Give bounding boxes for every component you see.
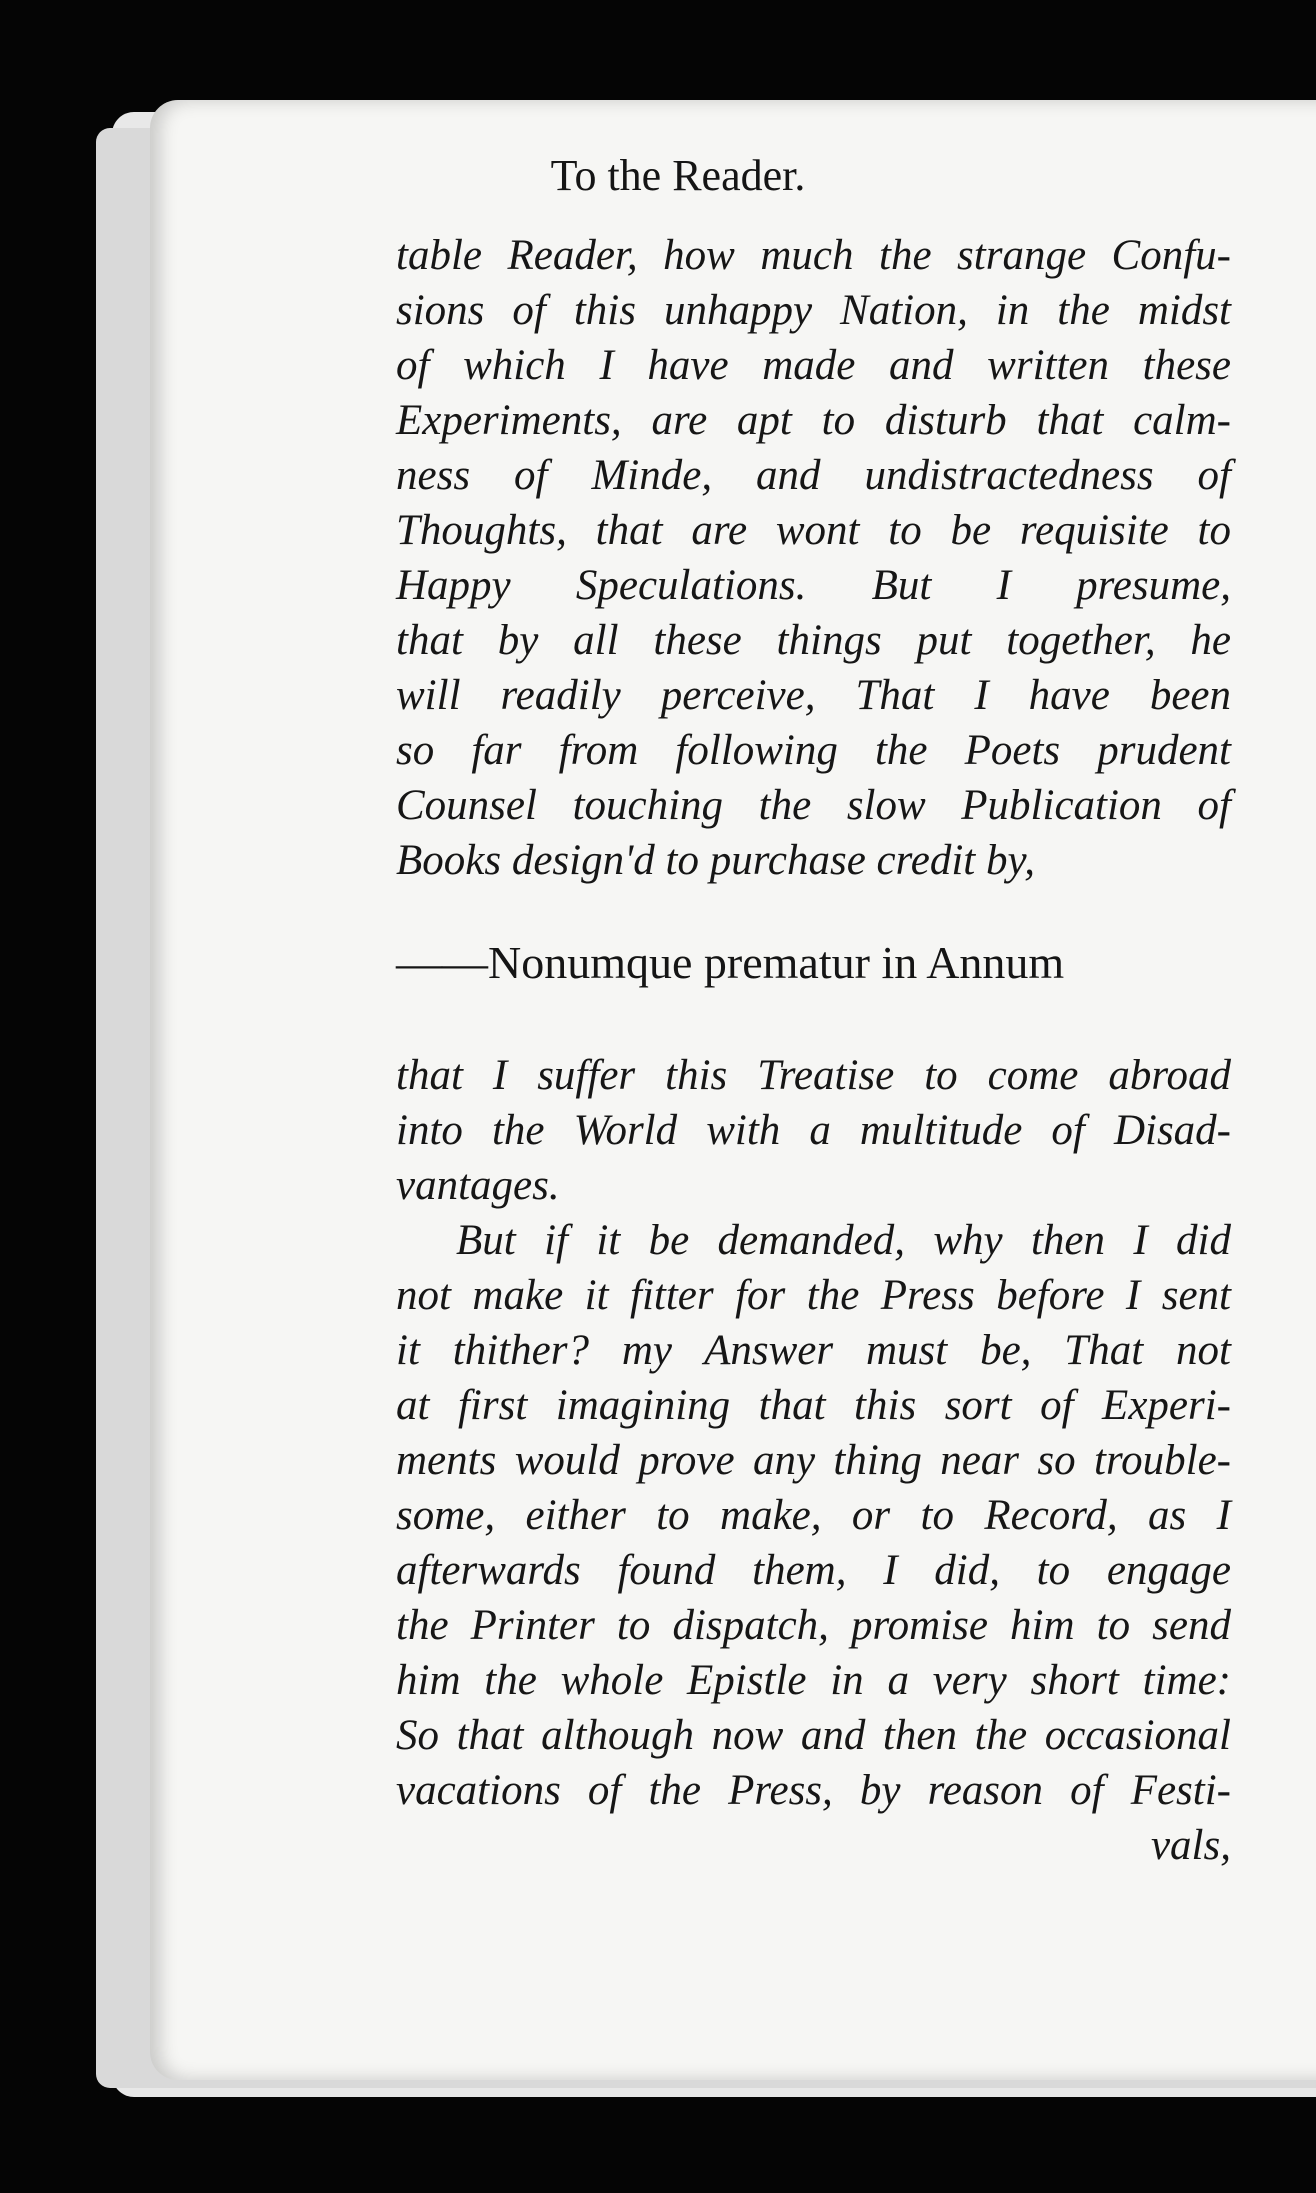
catchword: vals, <box>1150 1822 1231 1869</box>
text-line: of which I have made and written these <box>396 342 1231 389</box>
text-line: it thither? my Answer must be, That not <box>396 1327 1231 1374</box>
latin-quotation: ——Nonumque prematur in Annum <box>396 937 1065 988</box>
text-line: that by all these things put together, he <box>396 617 1231 664</box>
text-line: the Printer to dispatch, promise him to send <box>396 1602 1231 1649</box>
text-line: Happy Speculations. But I presume, <box>396 562 1231 609</box>
text-line: But if it be demanded, why then I did <box>456 1217 1231 1264</box>
text-line: Counsel touching the slow Publication of <box>396 782 1231 829</box>
text-line: him the whole Epistle in a very short time: <box>396 1657 1231 1704</box>
paragraph-2 <box>396 1048 1231 1213</box>
text-line: Experiments, are apt to disturb that calm- <box>396 397 1231 444</box>
running-head-text: To the Reader. <box>550 151 806 200</box>
text-line: so far from following the Poets prudent <box>396 727 1231 774</box>
text-line: Thoughts, that are wont to be requisite to <box>396 507 1231 554</box>
text-line: ness of Minde, and undistractedness of <box>396 452 1231 499</box>
text-line: that I suffer this Treatise to come abroad <box>396 1052 1231 1099</box>
running-head <box>0 150 1316 201</box>
text-line: not make it fitter for the Press before I sent <box>396 1272 1231 1319</box>
text-line: vacations of the Press, by reason of Festi- <box>396 1767 1231 1814</box>
text-line: table Reader, how much the strange Confu- <box>396 232 1231 279</box>
text-line: at first imagining that this sort of Experi- <box>396 1382 1231 1429</box>
text-line: afterwards found them, I did, to engage <box>396 1547 1231 1594</box>
text-line: into the World with a multitude of Disad- <box>396 1107 1231 1154</box>
text-line: sions of this unhappy Nation, in the midst <box>396 287 1231 334</box>
text-line: vantages. <box>396 1162 560 1209</box>
text-line: Books design'd to purchase credit by, <box>396 837 1035 884</box>
text-line: will readily perceive, That I have been <box>396 672 1231 719</box>
text-line: ments would prove any thing near so trouble- <box>396 1437 1231 1484</box>
text-line: So that although now and then the occasional <box>396 1712 1231 1759</box>
text-line: some, either to make, or to Record, as I <box>396 1492 1231 1539</box>
paragraph-1 <box>396 228 1231 888</box>
paragraph-3 <box>396 1213 1231 1873</box>
